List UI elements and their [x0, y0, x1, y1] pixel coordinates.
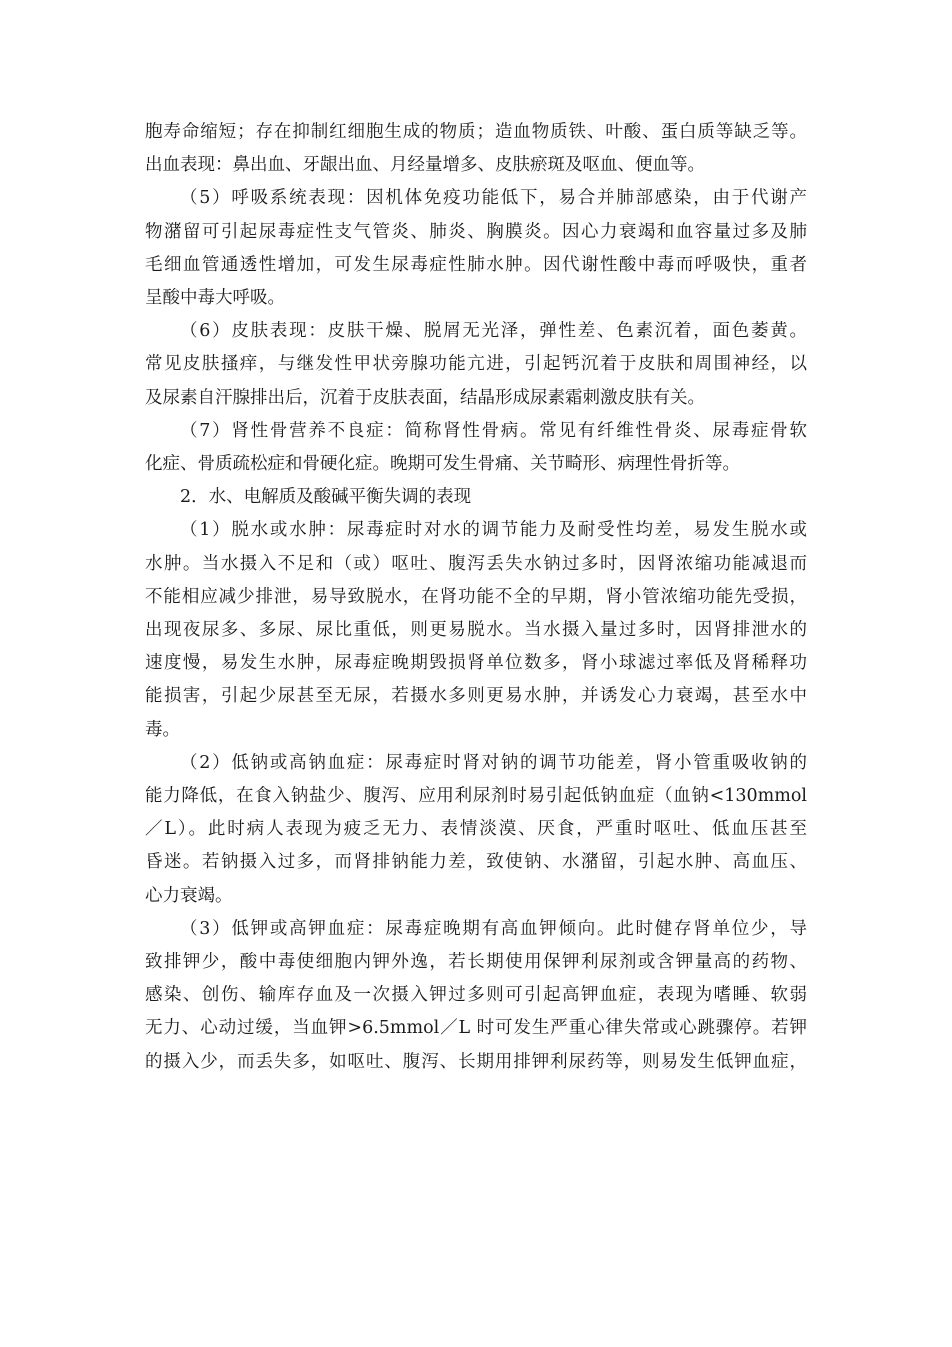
text-line: 昏迷。若钠摄入过多，而肾排钠能力差，致使钠、水潴留，引起水肿、高血压、: [145, 852, 807, 873]
text-line: 毛细血管通透性增加，可发生尿毒症性肺水肿。因代谢性酸中毒而呼吸快，重者: [145, 254, 807, 275]
paragraph-water: [145, 514, 807, 746]
text-line: 的摄入少，而丢失多，如呕吐、腹泻、长期用排钾利尿药等，则易发生低钾血症，: [145, 1051, 807, 1072]
heading-line: 2．水、电解质及酸碱平衡失调的表现: [180, 487, 472, 508]
text-line: 出血表现：鼻出血、牙龈出血、月经量增多、皮肤瘀斑及呕血、便血等。: [145, 155, 705, 176]
body-text: [145, 116, 807, 1079]
text-line: 物潴留可引起尿毒症性支气管炎、肺炎、胸膜炎。因心力衰竭和血容量过多及肺: [145, 221, 807, 242]
text-line: （2）低钠或高钠血症：尿毒症时肾对钠的调节功能差，肾小管重吸收钠的: [180, 752, 807, 773]
paragraph-potassium: [145, 913, 807, 1079]
text-line: 感染、创伤、输库存血及一次摄入钾过多则可引起高钾血症，表现为嗜睡、软弱: [145, 985, 807, 1006]
paragraph-anemia-bleeding: [145, 116, 807, 182]
text-line: 心力衰竭。: [145, 885, 233, 906]
text-line: 能损害，引起少尿甚至无尿，若摄水多则更易水肿，并诱发心力衰竭，甚至水中: [145, 686, 807, 707]
text-line: （6）皮肤表现：皮肤干燥、脱屑无光泽，弹性差、色素沉着，面色萎黄。: [180, 321, 807, 342]
text-line: 呈酸中毒大呼吸。: [145, 288, 285, 309]
text-line: 毒。: [145, 719, 180, 740]
text-line: 能力降低，在食入钠盐少、腹泻、应用利尿剂时易引起低钠血症（血钠<130mmol: [145, 786, 807, 807]
paragraph-skin: [145, 315, 807, 415]
text-line: 常见皮肤搔痒，与继发性甲状旁腺功能亢进，引起钙沉着于皮肤和周围神经，以: [145, 354, 807, 375]
paragraph-sodium: [145, 747, 807, 913]
text-line: 出现夜尿多、多尿、尿比重低，则更易脱水。当水摄入量过多时，因肾排泄水的: [145, 620, 807, 641]
paragraph-respiratory: [145, 182, 807, 315]
section-heading-electrolyte: [145, 481, 807, 514]
text-line: 化症、骨质疏松症和骨硬化症。晚期可发生骨痛、关节畸形、病理性骨折等。: [145, 454, 740, 475]
text-line: （1）脱水或水肿：尿毒症时对水的调节能力及耐受性均差，易发生脱水或: [180, 520, 807, 541]
text-line: 致排钾少，酸中毒使细胞内钾外逸，若长期使用保钾利尿剂或含钾量高的药物、: [145, 952, 807, 973]
paragraph-bone: [145, 415, 807, 481]
text-line: （3）低钾或高钾血症：尿毒症晚期有高血钾倾向。此时健存肾单位少，导: [180, 918, 807, 939]
text-line: 及尿素自汗腺排出后，沉着于皮肤表面，结晶形成尿素霜刺激皮肤有关。: [145, 387, 705, 408]
text-line: 水肿。当水摄入不足和（或）呕吐、腹泻丢失水钠过多时，因肾浓缩功能减退而: [145, 553, 807, 574]
text-line: 胞寿命缩短；存在抑制红细胞生成的物质；造血物质铁、叶酸、蛋白质等缺乏等。: [145, 122, 807, 142]
text-line: ／L）。此时病人表现为疲乏无力、表情淡漠、厌食，严重时呕吐、低血压甚至: [145, 819, 807, 840]
text-line: 不能相应减少排泄，易导致脱水，在肾功能不全的早期，肾小管浓缩功能先受损，: [145, 586, 807, 607]
text-line: 速度慢，易发生水肿，尿毒症晚期毁损肾单位数多，肾小球滤过率低及肾稀释功: [145, 653, 807, 674]
text-line: 无力、心动过缓，当血钾>6.5mmol／L 时可发生严重心律失常或心跳骤停。若钾: [145, 1018, 807, 1039]
text-line: （7）肾性骨营养不良症：简称肾性骨病。常见有纤维性骨炎、尿毒症骨软: [180, 420, 807, 441]
text-line: （5）呼吸系统表现：因机体免疫功能低下，易合并肺部感染，由于代谢产: [180, 188, 807, 209]
